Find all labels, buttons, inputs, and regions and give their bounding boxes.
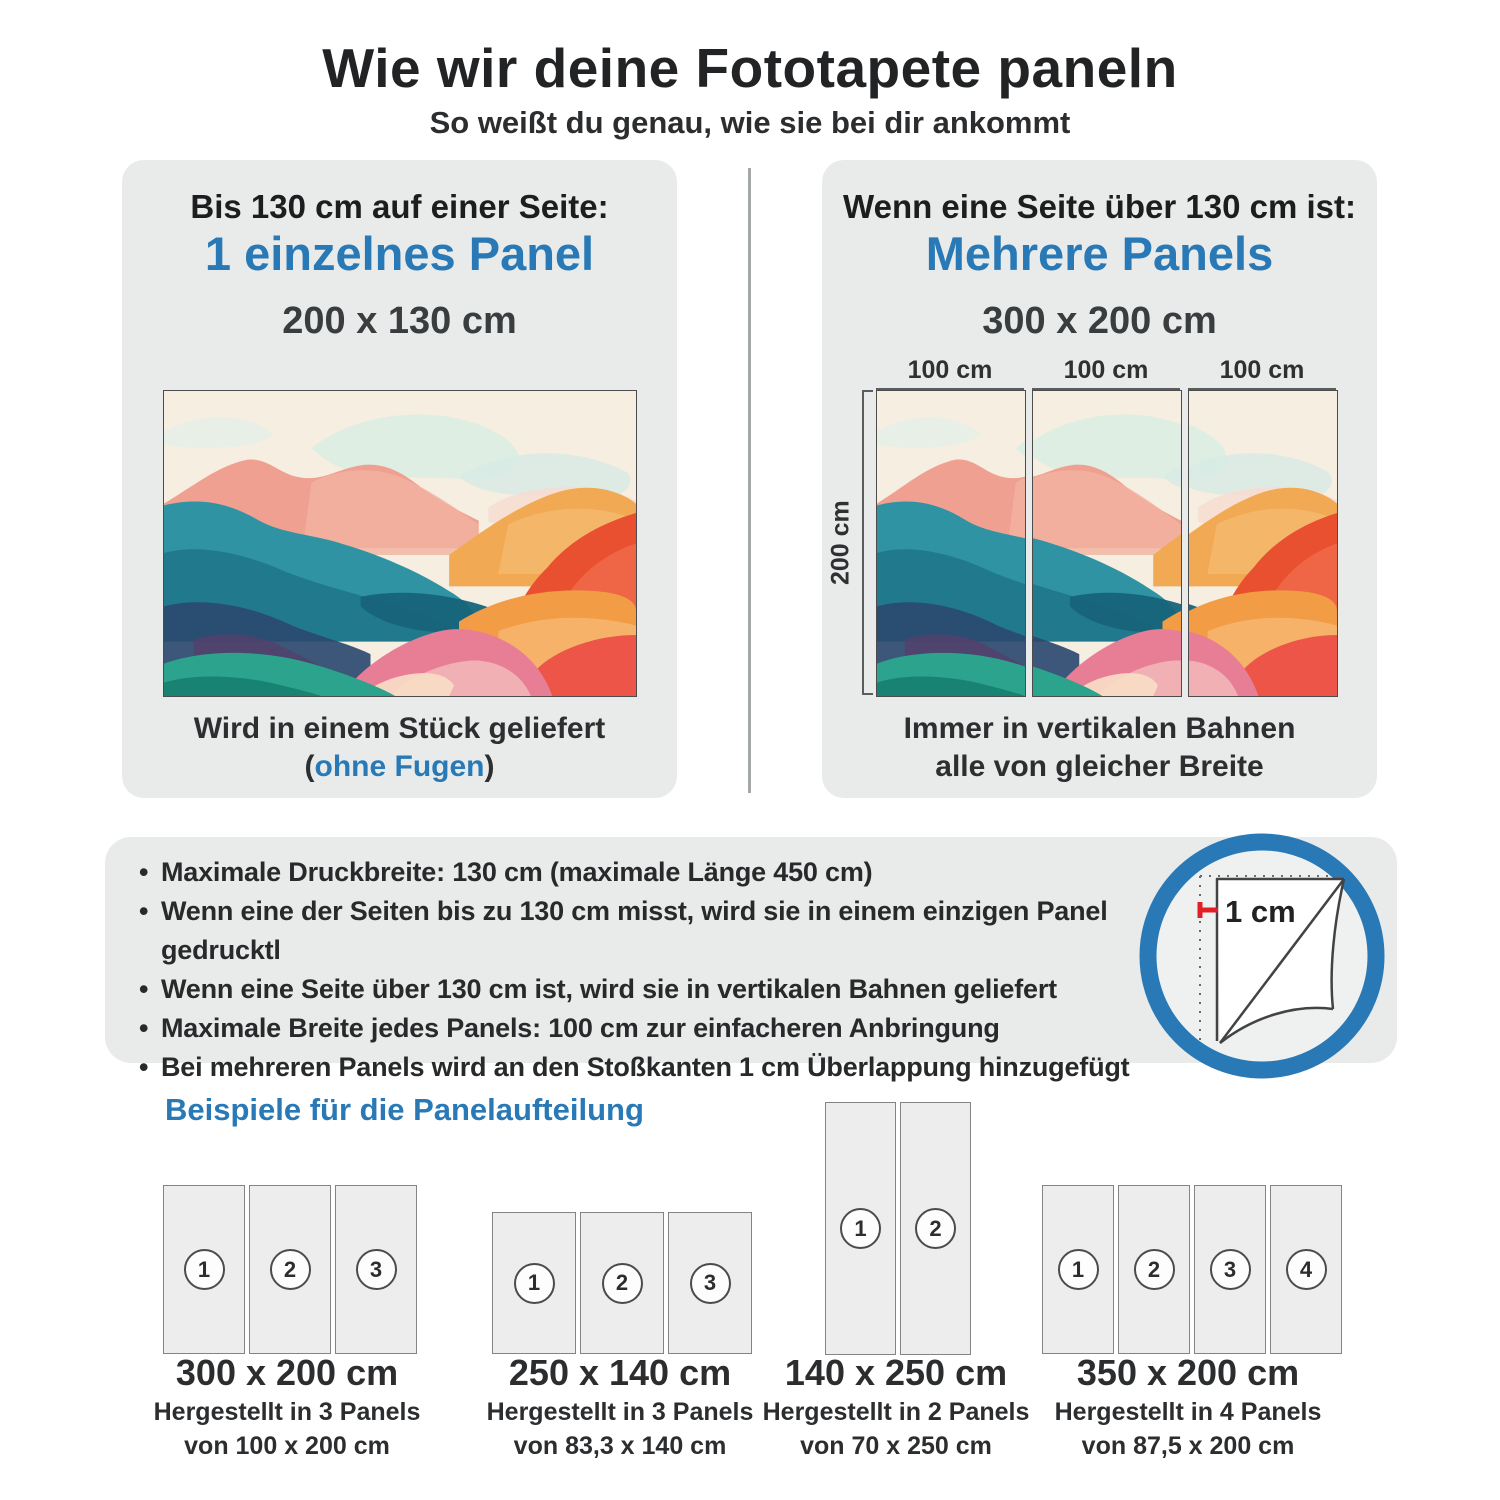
example-panel bbox=[580, 1212, 664, 1354]
example-panel bbox=[1194, 1185, 1266, 1354]
panel-number-badge: 3 bbox=[1210, 1249, 1251, 1290]
example-2-made: Hergestellt in 3 Panels bbox=[486, 1398, 754, 1426]
example-1-panels bbox=[163, 1185, 417, 1354]
width-label-panel-3: 100 cm bbox=[1219, 356, 1305, 384]
example-3-size: 140 x 250 cm bbox=[784, 1352, 1008, 1393]
multiple-panels-caption-line2: alle von gleicher Breite bbox=[935, 750, 1264, 783]
multiple-panels-size: 300 x 200 cm bbox=[982, 300, 1217, 342]
example-4-panels bbox=[1042, 1185, 1342, 1354]
example-4-of: von 87,5 x 200 cm bbox=[1081, 1432, 1295, 1460]
page-title: Wie wir deine Fototapete paneln bbox=[322, 37, 1178, 99]
panel-number-badge: 1 bbox=[1058, 1249, 1099, 1290]
example-panel bbox=[825, 1102, 896, 1355]
example-panel bbox=[335, 1185, 417, 1354]
example-panel bbox=[668, 1212, 752, 1354]
panel-number-badge: 2 bbox=[915, 1208, 956, 1249]
single-panel-artwork bbox=[163, 390, 637, 697]
watercolor-artwork-slice bbox=[1189, 391, 1337, 696]
examples-heading: Beispiele für die Panelaufteilung bbox=[165, 1092, 644, 1127]
example-3-of: von 70 x 250 cm bbox=[800, 1432, 992, 1460]
artwork-slice-3 bbox=[1188, 390, 1338, 697]
single-panel-condition: Bis 130 cm auf einer Seite: bbox=[190, 188, 609, 225]
example-1-of: von 100 x 200 cm bbox=[184, 1432, 390, 1460]
overlap-measure-label: 1 cm bbox=[1225, 894, 1296, 929]
single-panel-size: 200 x 130 cm bbox=[282, 300, 517, 342]
panel-number-badge: 2 bbox=[270, 1249, 311, 1290]
panel-number-badge: 1 bbox=[184, 1249, 225, 1290]
panel-number-badge: 2 bbox=[602, 1263, 643, 1304]
single-panel-title: 1 einzelnes Panel bbox=[204, 227, 595, 280]
single-panel-caption: Wird in einem Stück geliefert bbox=[193, 712, 606, 745]
example-4-made: Hergestellt in 4 Panels bbox=[1054, 1398, 1322, 1426]
artwork-slice-2 bbox=[1032, 390, 1182, 697]
panel-number-badge: 2 bbox=[1134, 1249, 1175, 1290]
paren-close: ) bbox=[484, 750, 495, 783]
example-4-size: 350 x 200 cm bbox=[1076, 1352, 1300, 1393]
example-2-panels bbox=[492, 1212, 752, 1354]
panel-number-badge: 1 bbox=[514, 1263, 555, 1304]
watercolor-artwork-slice bbox=[877, 391, 1025, 696]
multiple-panels-condition: Wenn eine Seite über 130 cm ist: bbox=[843, 188, 1356, 225]
info-bullet: • Bei mehreren Panels wird an den Stoßkanten 1 cm Überlappung hinzugefügt bbox=[137, 1048, 1177, 1087]
panel-number-badge: 1 bbox=[840, 1208, 881, 1249]
info-bullet: • Wenn eine der Seiten bis zu 130 cm misst, wird sie in einem einzigen Panel gedrucktl bbox=[137, 892, 1177, 970]
watercolor-artwork-slice bbox=[1033, 391, 1181, 696]
multiple-panels-caption-line1: Immer in vertikalen Bahnen bbox=[903, 712, 1296, 745]
example-2-size: 250 x 140 cm bbox=[508, 1352, 732, 1393]
example-2-of: von 83,3 x 140 cm bbox=[513, 1432, 727, 1460]
info-bullet-list bbox=[137, 853, 1177, 1087]
info-bullet: • Maximale Druckbreite: 130 cm (maximale Länge 450 cm) bbox=[137, 853, 1177, 892]
multiple-panels-title: Mehrere Panels bbox=[925, 227, 1274, 280]
info-bullet: • Maximale Breite jedes Panels: 100 cm zur einfacheren Anbringung bbox=[137, 1009, 1177, 1048]
example-3-panels bbox=[825, 1102, 971, 1355]
panel-number-badge: 3 bbox=[356, 1249, 397, 1290]
example-1-size: 300 x 200 cm bbox=[175, 1352, 399, 1393]
multiple-panels-card bbox=[822, 160, 1377, 798]
height-dimension-bracket bbox=[862, 390, 873, 695]
single-panel-card bbox=[122, 160, 677, 798]
example-panel bbox=[249, 1185, 331, 1354]
watercolor-artwork bbox=[164, 391, 636, 696]
example-panel bbox=[492, 1212, 576, 1354]
example-1-made: Hergestellt in 3 Panels bbox=[153, 1398, 421, 1426]
example-panel bbox=[900, 1102, 971, 1355]
overlap-illustration bbox=[1137, 831, 1387, 1081]
panel-number-badge: 4 bbox=[1286, 1249, 1327, 1290]
example-panel bbox=[1118, 1185, 1190, 1354]
panel-number-badge: 3 bbox=[690, 1263, 731, 1304]
paren-open: ( bbox=[304, 750, 315, 783]
height-label: 200 cm bbox=[826, 500, 855, 585]
page-subtitle: So weißt du genau, wie sie bei dir ankommt bbox=[429, 105, 1071, 140]
no-seams-highlight: ohne Fugen bbox=[314, 750, 485, 783]
width-label-panel-1: 100 cm bbox=[907, 356, 993, 384]
single-panel-caption-note bbox=[122, 750, 677, 784]
card-divider bbox=[748, 168, 751, 793]
artwork-slice-1 bbox=[876, 390, 1026, 697]
example-panel bbox=[163, 1185, 245, 1354]
info-bullet: • Wenn eine Seite über 130 cm ist, wird sie in vertikalen Bahnen geliefert bbox=[137, 970, 1177, 1009]
example-panel bbox=[1042, 1185, 1114, 1354]
example-panel bbox=[1270, 1185, 1342, 1354]
width-label-panel-2: 100 cm bbox=[1063, 356, 1149, 384]
example-3-made: Hergestellt in 2 Panels bbox=[762, 1398, 1030, 1426]
